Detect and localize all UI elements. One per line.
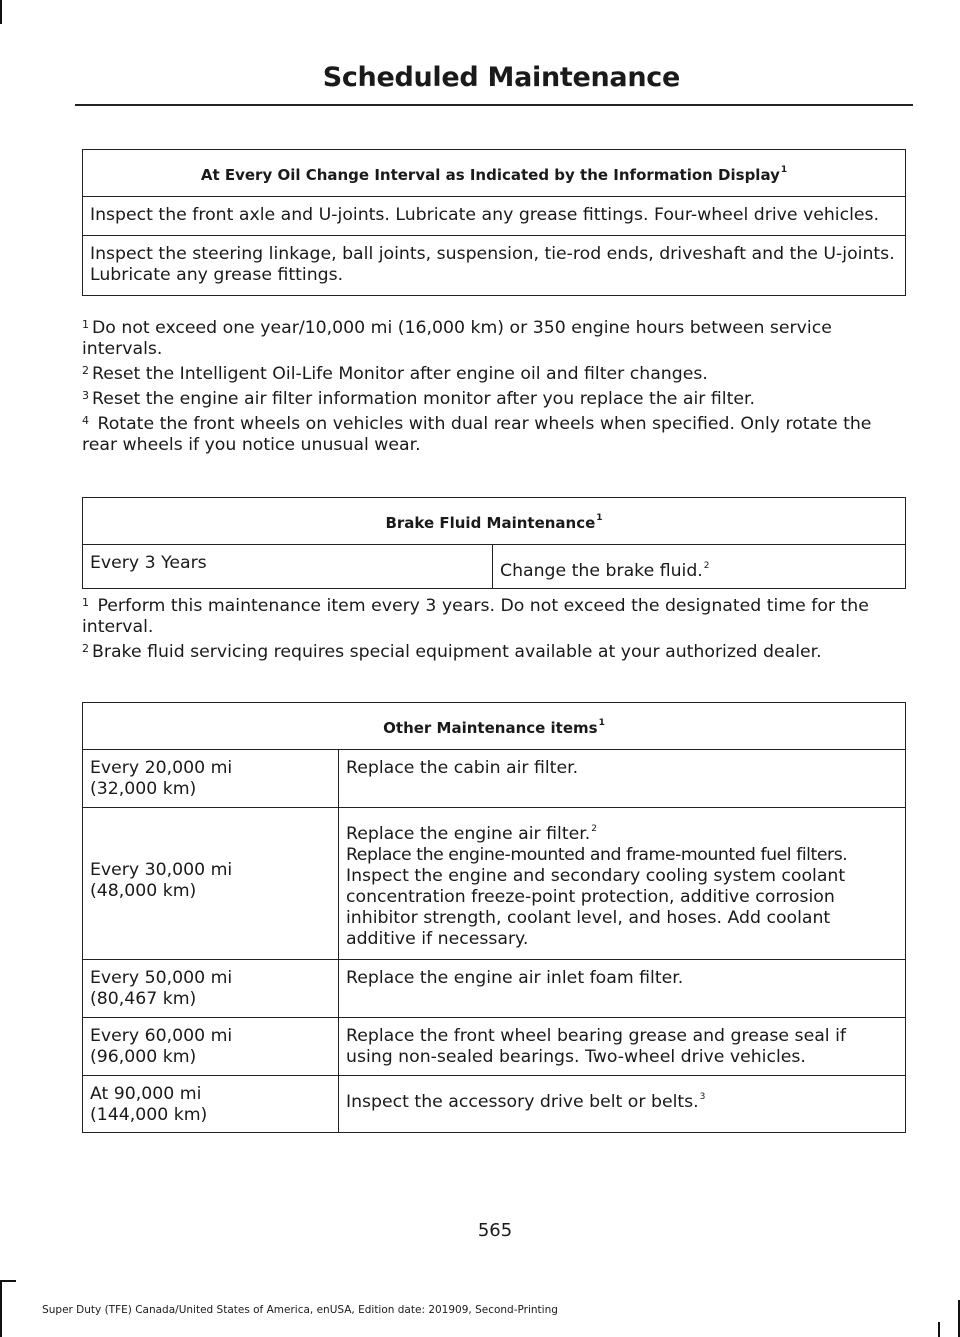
action-cell: Replace the engine air filter.$^2$ Replace the engine-mounted and frame-mounted fuel filters. Inspect the engine and secondary cooling system coolant concentration freeze-point protection, additive corrosion inhibitor strength, coolant level, and hoses. Add coolant additive if necessary. bbox=[346, 824, 848, 949]
brake-fluid-footnotes bbox=[82, 596, 906, 667]
page-number: 565 bbox=[477, 1220, 513, 1241]
table-row bbox=[83, 808, 905, 960]
brake-fluid-table bbox=[82, 497, 906, 589]
action-cell: Replace the cabin air filter. bbox=[346, 758, 579, 778]
title-rule bbox=[75, 104, 913, 106]
oil-change-table bbox=[82, 149, 906, 296]
footnote: $^4$ Rotate the front wheels on vehicles with dual rear wheels when specified. Only rotate the rear wheels if you notice unusual wear. bbox=[82, 414, 872, 455]
crop-mark bbox=[0, 22, 2, 24]
interval-cell: At 90,000 mi (144,000 km) bbox=[83, 1076, 339, 1132]
table-row bbox=[83, 750, 905, 808]
brake-fluid-table-header: Brake Fluid Maintenance$^1$ bbox=[83, 498, 905, 545]
other-maintenance-table-header: Other Maintenance items$^1$ bbox=[83, 703, 905, 750]
table-row bbox=[83, 1076, 905, 1132]
footnote: $^3$ Reset the engine air filter information monitor after you replace the air filter. bbox=[82, 389, 755, 409]
table-row: Inspect the steering linkage, ball joints, suspension, tie-rod ends, driveshaft and the U-joints. Lubricate any grease fittings. bbox=[90, 244, 895, 285]
oil-change-table-header: At Every Oil Change Interval as Indicated by the Information Display$^1$ bbox=[83, 150, 905, 197]
action-cell: Inspect the accessory drive belt or belts.$^3$ bbox=[346, 1092, 706, 1112]
interval-cell: Every 30,000 mi (48,000 km) bbox=[83, 808, 339, 959]
action-cell: Replace the engine air inlet foam filter. bbox=[346, 968, 684, 988]
page-title: Scheduled Maintenance bbox=[322, 62, 680, 93]
footnote: $^2$ Reset the Intelligent Oil-Life Monitor after engine oil and filter changes. bbox=[82, 364, 708, 384]
table-row bbox=[83, 960, 905, 1018]
footnote: $^1$ Perform this maintenance item every 3 years. Do not exceed the designated time for the interval. bbox=[82, 596, 869, 637]
table-row: Inspect the front axle and U-joints. Lubricate any grease fittings. Four-wheel drive vehicles. bbox=[83, 197, 905, 236]
interval-cell: Every 3 Years bbox=[83, 545, 493, 588]
interval-cell: Every 20,000 mi (32,000 km) bbox=[83, 750, 339, 807]
table-row bbox=[83, 545, 905, 588]
table-row bbox=[83, 1018, 905, 1076]
interval-cell: Every 50,000 mi (80,467 km) bbox=[83, 960, 339, 1017]
crop-mark bbox=[0, 1280, 16, 1282]
footnote: $^1$ Do not exceed one year/10,000 mi (16,000 km) or 350 engine hours between service intervals. bbox=[82, 318, 832, 359]
page-footer: Super Duty (TFE) Canada/United States of America, enUSA, Edition date: 201909, Second-Printing bbox=[42, 1304, 558, 1316]
action-cell: Replace the front wheel bearing grease and grease seal if using non-sealed bearings. Two-wheel drive vehicles. bbox=[346, 1026, 846, 1067]
interval-cell: Every 60,000 mi (96,000 km) bbox=[83, 1018, 339, 1075]
crop-mark bbox=[938, 1322, 940, 1337]
oil-change-footnotes bbox=[82, 318, 906, 460]
action-cell: Change the brake fluid.$^2$ bbox=[500, 561, 710, 581]
other-maintenance-table bbox=[82, 702, 906, 1133]
crop-mark bbox=[0, 0, 2, 22]
footnote: $^2$ Brake fluid servicing requires special equipment available at your authorized dealer. bbox=[82, 642, 822, 662]
